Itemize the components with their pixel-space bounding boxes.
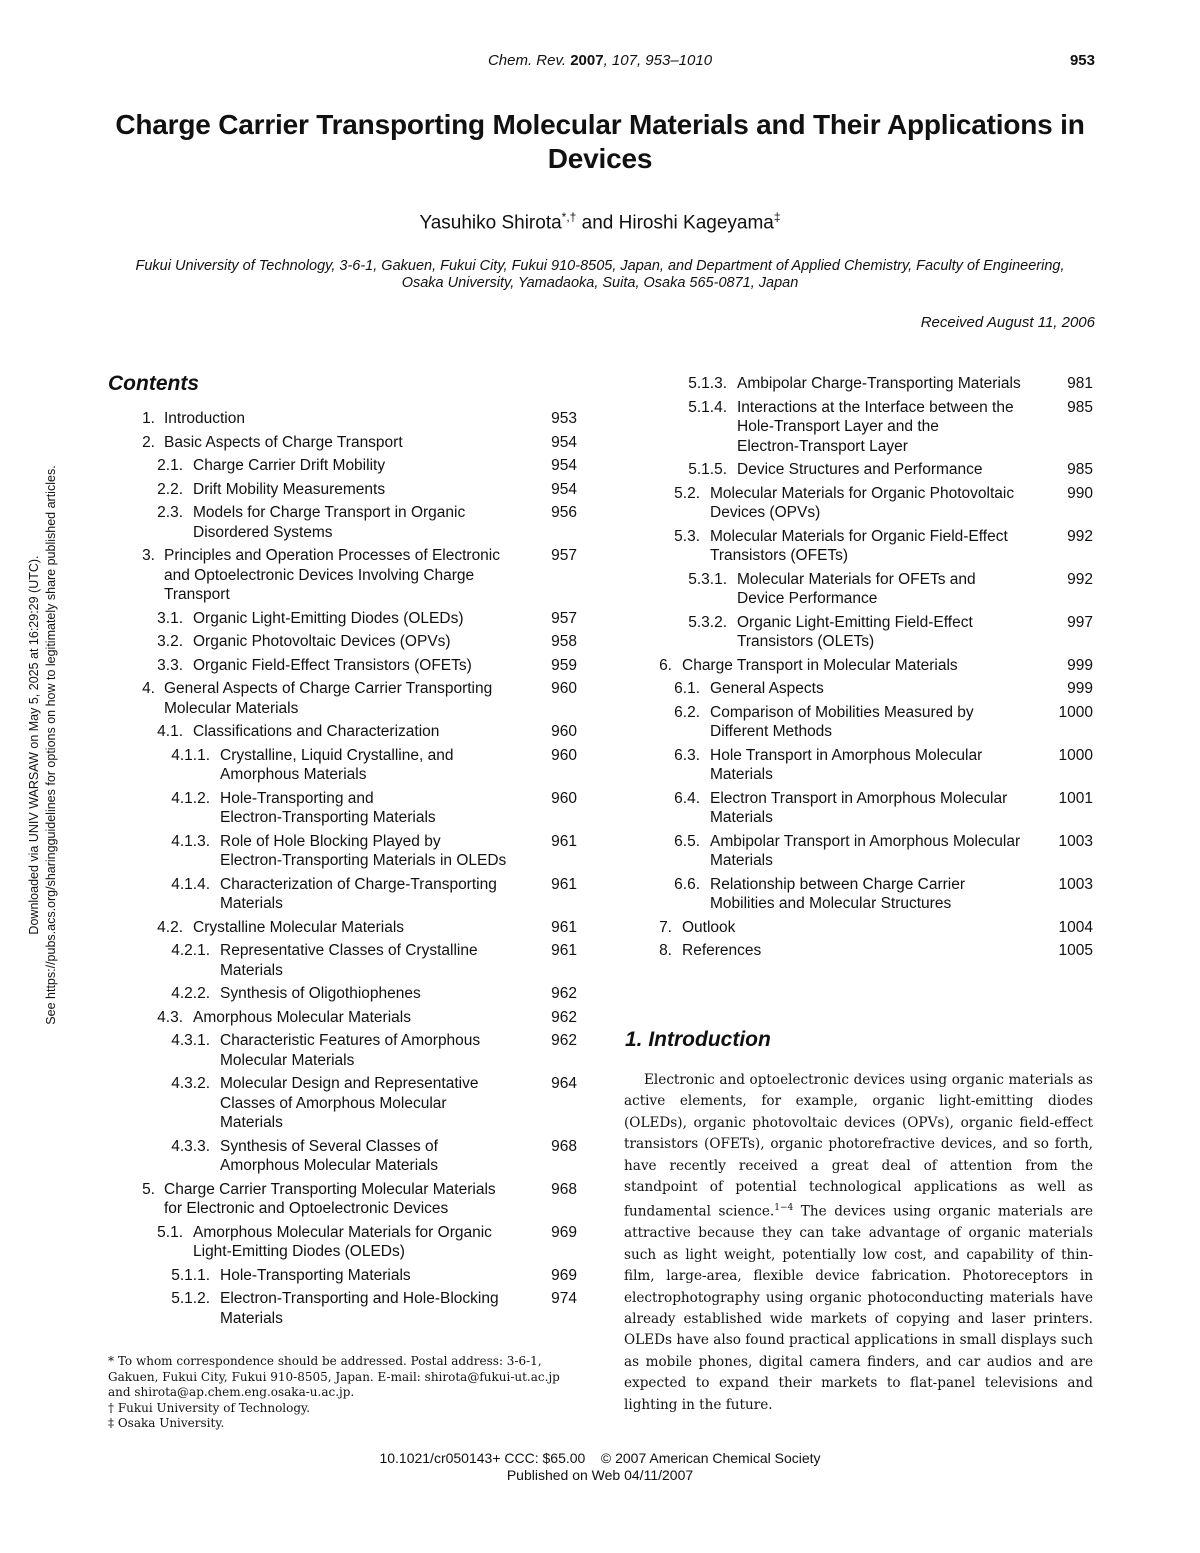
toc-entry-title-line: Materials bbox=[220, 1309, 283, 1327]
toc-entry-title-line: Materials bbox=[220, 895, 283, 912]
toc-entry-title-line: Characteristic Features of Amorphous bbox=[220, 1032, 481, 1049]
toc-entry-title-line: Amorphous Materials bbox=[220, 766, 367, 783]
toc-entry-title-line: References bbox=[682, 942, 762, 959]
toc-entry-title-line: Hole-Transporting and bbox=[220, 789, 374, 807]
toc-entry-title bbox=[193, 503, 465, 542]
toc-entry-page: 985 bbox=[1067, 461, 1093, 478]
download-notice bbox=[26, 350, 60, 1140]
toc-entry-title-line: Models for Charge Transport in Organic bbox=[193, 504, 466, 521]
author-1-marks: *,† bbox=[561, 210, 577, 224]
toc-entry-title bbox=[737, 613, 973, 652]
toc-entry-number: 4.3.2. bbox=[171, 1075, 210, 1092]
toc-entry-number: 4.1. bbox=[157, 723, 183, 740]
toc-entry-title-line: Materials bbox=[710, 809, 773, 826]
toc-entry-number: 5.2. bbox=[674, 484, 700, 502]
footnotes bbox=[108, 1354, 578, 1432]
toc-entry-number: 4.3. bbox=[157, 1008, 183, 1026]
toc-entry-title-line: Hole-Transport Layer and the bbox=[737, 418, 939, 435]
toc-entry-number: 7. bbox=[659, 918, 672, 936]
toc-entry-title bbox=[193, 722, 439, 742]
toc-entry-title bbox=[220, 875, 497, 914]
footnote-dagger bbox=[108, 1401, 578, 1417]
toc-entry-title-line: General Aspects bbox=[710, 680, 824, 697]
toc-entry-page: 1003 bbox=[1058, 875, 1093, 893]
toc-entry-number: 4.3.1. bbox=[171, 1032, 210, 1049]
toc-entry-page: 960 bbox=[551, 723, 577, 740]
toc-entry-title-line: Synthesis of Oligothiophenes bbox=[220, 985, 421, 1002]
download-notice-line-1: Downloaded via UNIV WARSAW on May 5, 2025 at 16:29:29 (UTC). bbox=[27, 555, 41, 935]
toc-entry-title bbox=[220, 941, 478, 980]
toc-entry-page: 960 bbox=[551, 789, 577, 807]
introduction-heading: 1. Introduction bbox=[625, 1028, 771, 1051]
toc-entry-title-line: Basic Aspects of Charge Transport bbox=[164, 433, 403, 451]
toc-entry-title bbox=[220, 1137, 438, 1176]
toc-entry-title bbox=[710, 875, 965, 914]
toc-entry-title-line: Electron Transport in Amorphous Molecular bbox=[710, 789, 1008, 807]
toc-entry-page: 974 bbox=[551, 1290, 577, 1307]
toc-entry-page: 957 bbox=[551, 609, 577, 627]
toc-entry-page: 1005 bbox=[1058, 942, 1093, 959]
toc-entry-page: 999 bbox=[1067, 680, 1093, 697]
journal-abbrev: Chem. Rev. bbox=[487, 52, 567, 69]
toc-entry-page: 961 bbox=[551, 918, 577, 936]
page-number: 953 bbox=[1069, 52, 1095, 69]
affiliation-line-1: Fukui University of Technology, 3-6-1, Gakuen, Fukui City, Fukui 910-8505, Japan, and Department of Applied Chemistry, Faculty of Engineering, bbox=[135, 258, 1065, 274]
toc-entry-title bbox=[737, 460, 983, 480]
toc-entry-page: 953 bbox=[551, 410, 577, 427]
footnote-ddagger-text: Osaka University. bbox=[117, 1416, 225, 1430]
toc-entry-title bbox=[737, 398, 1014, 457]
toc-entry-title-line: Molecular Materials for Organic Field-Effect bbox=[710, 527, 1008, 545]
toc-entry-page: 960 bbox=[551, 746, 577, 764]
toc-entry-page: 954 bbox=[551, 433, 577, 451]
toc-entry-title bbox=[164, 1180, 496, 1219]
toc-entry-title-line: Organic Light-Emitting Diodes (OLEDs) bbox=[193, 609, 464, 627]
toc-entry-title-line: Molecular Materials bbox=[164, 699, 299, 717]
authors bbox=[0, 210, 1200, 234]
toc-entry-title bbox=[682, 918, 735, 938]
toc-entry-number: 4.1.3. bbox=[171, 832, 210, 850]
toc-entry-page: 1003 bbox=[1058, 832, 1093, 850]
toc-entry-title bbox=[710, 746, 982, 785]
toc-entry-title-line: Charge Transport in Molecular Materials bbox=[682, 656, 958, 674]
toc-entry-title-line: Charge Carrier Transporting Molecular Materials bbox=[164, 1180, 496, 1198]
toc-entry-page: 969 bbox=[551, 1266, 577, 1284]
toc-entry-number: 4. bbox=[142, 680, 155, 697]
toc-entry-page: 962 bbox=[551, 1032, 577, 1049]
toc-entry-page: 961 bbox=[551, 875, 577, 893]
author-separator: and bbox=[576, 212, 619, 234]
toc-entry-page: 992 bbox=[1067, 527, 1093, 545]
author-2: Hiroshi Kageyama bbox=[618, 212, 774, 234]
toc-entry-title-line: Organic Field-Effect Transistors (OFETs) bbox=[193, 656, 472, 674]
toc-entry-title-line: Materials bbox=[710, 766, 773, 783]
footnote-dagger-mark: † bbox=[108, 1400, 114, 1415]
toc-entry-title-line: Ambipolar Charge-Transporting Materials bbox=[737, 375, 1021, 392]
toc-entry-title-line: Electron-Transport Layer bbox=[737, 437, 908, 455]
toc-entry-title bbox=[193, 918, 404, 938]
toc-entry-page: 997 bbox=[1067, 613, 1093, 631]
toc-entry-title-line: Molecular Materials for Organic Photovoltaic bbox=[710, 484, 1015, 502]
journal-year: 2007 bbox=[570, 52, 604, 69]
toc-entry-title-line: for Electronic and Optoelectronic Devices bbox=[164, 1200, 449, 1217]
toc-entry-number: 3.1. bbox=[157, 609, 183, 627]
toc-entry-title-line: Introduction bbox=[164, 410, 245, 427]
toc-entry-title-line: Organic Photovoltaic Devices (OPVs) bbox=[193, 633, 451, 650]
toc-entry-page: 961 bbox=[551, 942, 577, 959]
toc-entry-title bbox=[710, 527, 1008, 566]
toc-entry-title-line: Charge Carrier Drift Mobility bbox=[193, 457, 386, 474]
toc-entry-title bbox=[220, 789, 436, 828]
toc-entry-number: 4.1.4. bbox=[171, 875, 210, 893]
toc-entry-page: 1001 bbox=[1058, 789, 1093, 807]
title-line-1: Charge Carrier Transporting Molecular Materials and Their Applications in bbox=[115, 109, 1085, 140]
toc-entry-number: 2.2. bbox=[157, 480, 183, 498]
toc-entry-title bbox=[193, 1008, 411, 1028]
toc-entry-title-line: Molecular Materials for OFETs and bbox=[737, 570, 976, 588]
toc-entry-title bbox=[682, 941, 761, 961]
journal-volume: 107 bbox=[611, 52, 637, 69]
contents-heading: Contents bbox=[108, 372, 199, 395]
toc-entry-title bbox=[164, 433, 403, 453]
toc-entry-title-line: Interactions at the Interface between the bbox=[737, 398, 1014, 416]
introduction-paragraph bbox=[624, 1070, 1093, 1416]
toc-entry-number: 8. bbox=[659, 942, 672, 959]
footnote-ddagger-mark: ‡ bbox=[108, 1416, 114, 1430]
toc-entry-page: 959 bbox=[551, 656, 577, 674]
author-1: Yasuhiko Shirota bbox=[419, 212, 562, 234]
affiliation bbox=[110, 258, 1090, 292]
toc-entry-title bbox=[220, 832, 506, 871]
toc-entry-number: 4.2.1. bbox=[171, 942, 210, 959]
toc-entry-number: 5.1.2. bbox=[171, 1290, 210, 1307]
introduction-ref: 1−4 bbox=[774, 1203, 794, 1214]
toc-entry-number: 6. bbox=[659, 656, 672, 674]
received-date: Received August 11, 2006 bbox=[920, 314, 1095, 331]
toc-entry-title-line: Outlook bbox=[682, 918, 736, 936]
toc-entry-page: 954 bbox=[551, 480, 577, 498]
toc-entry-title-line: Ambipolar Transport in Amorphous Molecular bbox=[710, 832, 1021, 850]
toc-entry-title bbox=[193, 480, 385, 500]
toc-entry-number: 6.5. bbox=[674, 832, 700, 850]
toc-entry-title-line: Crystalline, Liquid Crystalline, and bbox=[220, 746, 454, 764]
toc-entry-title-line: Hole Transport in Amorphous Molecular bbox=[710, 746, 983, 764]
toc-entry-number: 4.3.3. bbox=[171, 1137, 210, 1155]
toc-entry-title bbox=[193, 632, 451, 652]
toc-entry-title-line: Hole-Transporting Materials bbox=[220, 1266, 411, 1284]
toc-entry-number: 2.3. bbox=[157, 504, 183, 521]
toc-entry-title bbox=[220, 1266, 411, 1286]
toc-entry-page: 960 bbox=[551, 680, 577, 697]
toc-entry-title bbox=[220, 1031, 480, 1070]
toc-entry-title bbox=[164, 409, 245, 429]
toc-entry-number: 5.1.4. bbox=[688, 398, 727, 416]
toc-entry-title-line: Synthesis of Several Classes of bbox=[220, 1137, 438, 1155]
toc-entry-title-line: Materials bbox=[220, 1114, 283, 1131]
toc-entry-number: 6.6. bbox=[674, 875, 700, 893]
footnote-dagger-text: Fukui University of Technology. bbox=[117, 1400, 311, 1415]
article-title bbox=[110, 108, 1090, 176]
toc-entry-number: 1. bbox=[142, 410, 155, 427]
toc-entry-number: 2.1. bbox=[157, 457, 183, 474]
toc-entry-title-line: Drift Mobility Measurements bbox=[193, 480, 386, 498]
toc-entry-title-line: Classes of Amorphous Molecular bbox=[220, 1094, 447, 1112]
toc-entry-title bbox=[193, 1223, 492, 1262]
footer-published: Published on Web 04/11/2007 bbox=[506, 1467, 694, 1483]
footnote-corr-line-3: and shirota@ap.chem.eng.osaka-u.ac.jp. bbox=[108, 1385, 355, 1399]
toc-entry-title-line: Relationship between Charge Carrier bbox=[710, 875, 966, 893]
toc-entry-title bbox=[193, 609, 464, 629]
toc-entry-page: 968 bbox=[551, 1180, 577, 1198]
footnote-correspondence bbox=[108, 1354, 578, 1401]
toc-entry-title bbox=[737, 570, 976, 609]
toc-entry-number: 6.1. bbox=[674, 680, 700, 697]
toc-entry-page: 954 bbox=[551, 457, 577, 474]
toc-entry-title-line: Electron-Transporting Materials in OLEDs bbox=[220, 852, 507, 869]
toc-entry-page: 992 bbox=[1067, 570, 1093, 588]
toc-entry-page: 958 bbox=[551, 633, 577, 650]
toc-entry-page: 956 bbox=[551, 504, 577, 521]
toc-entry-title-line: Amorphous Molecular Materials for Organic bbox=[193, 1223, 492, 1241]
toc-entry-title bbox=[220, 1289, 499, 1328]
toc-entry-title-line: Amorphous Molecular Materials bbox=[193, 1008, 411, 1026]
footer-doi: 10.1021/cr050143+ CCC: $65.00 © 2007 American Chemical Society bbox=[379, 1450, 821, 1466]
toc-entry-title-line: Representative Classes of Crystalline bbox=[220, 942, 478, 959]
toc-entry-title-line: Device Structures and Performance bbox=[737, 461, 983, 478]
toc-entry-number: 5.3.2. bbox=[688, 613, 727, 631]
toc-entry-title-line: Different Methods bbox=[710, 723, 833, 740]
toc-entry-title-line: Light-Emitting Diodes (OLEDs) bbox=[193, 1243, 405, 1260]
footnote-corr-line-2: Gakuen, Fukui City, Fukui 910-8505, Japan. E-mail: shirota@fukui-ut.ac.jp bbox=[108, 1369, 560, 1384]
toc-entry-title-line: Role of Hole Blocking Played by bbox=[220, 832, 441, 850]
toc-entry-number: 3.3. bbox=[157, 656, 183, 674]
toc-entry-title-line: Devices (OPVs) bbox=[710, 504, 821, 521]
toc-entry-title-line: Electron-Transporting and Hole-Blocking bbox=[220, 1290, 499, 1307]
toc-entry-title-line: and Optoelectronic Devices Involving Charge bbox=[164, 566, 475, 584]
toc-entry-title-line: Disordered Systems bbox=[193, 523, 333, 541]
toc-entry-number: 5.3.1. bbox=[688, 570, 727, 588]
toc-entry-page: 990 bbox=[1067, 484, 1093, 502]
toc-entry-number: 5.1. bbox=[157, 1223, 183, 1241]
toc-entry-number: 4.1.1. bbox=[171, 746, 210, 764]
toc-entry-number: 6.3. bbox=[674, 746, 700, 764]
toc-entry-title-line: Characterization of Charge-Transporting bbox=[220, 875, 497, 893]
toc-entry-title-line: Materials bbox=[710, 852, 773, 869]
author-2-marks: ‡ bbox=[773, 210, 781, 224]
toc-entry-page: 957 bbox=[551, 547, 577, 564]
toc-entry-title bbox=[193, 656, 472, 676]
toc-entry-page: 961 bbox=[551, 832, 577, 850]
toc-entry-title bbox=[164, 679, 492, 718]
toc-entry-title-line: Transistors (OFETs) bbox=[710, 547, 849, 564]
toc-entry-number: 5.1.5. bbox=[688, 461, 727, 478]
toc-entry-title bbox=[164, 546, 500, 605]
toc-entry-title-line: Comparison of Mobilities Measured by bbox=[710, 703, 974, 721]
toc-entry-page: 962 bbox=[551, 1008, 577, 1026]
toc-entry-title-line: Device Performance bbox=[737, 590, 878, 607]
toc-entry-title bbox=[682, 656, 958, 676]
toc-entry-number: 4.1.2. bbox=[171, 789, 210, 807]
toc-entry-title-line: Transport bbox=[164, 586, 230, 603]
introduction-text-2: The devices using organic materials are attractive because they can take advantage of organic materials such as light weight, potentially low cost, and capability of thin-film, large-area, flexible device fabrication. Photoreceptors in electrophotography using organic photoconducting materials have already established wide markets of copying and laser printers. OLEDs have also found practical applications in small displays such as mobile phones, digital camera finders, and car audios and are expected to expand their markets to flat-panel televisions and lighting in the future. bbox=[624, 1203, 1093, 1413]
toc-entry-title bbox=[710, 484, 1014, 523]
journal-citation: Chem. Rev. 2007, 107, 953–1010 bbox=[487, 52, 713, 69]
toc-entry-number: 4.2. bbox=[157, 918, 183, 936]
toc-entry-title bbox=[220, 1074, 478, 1133]
toc-entry-title-line: Amorphous Molecular Materials bbox=[220, 1157, 438, 1174]
toc-entry-title bbox=[193, 456, 385, 476]
toc-entry-page: 969 bbox=[551, 1223, 577, 1241]
toc-entry-title bbox=[220, 984, 421, 1004]
journal-pages: 953–1010 bbox=[645, 52, 713, 69]
toc-entry-number: 3.2. bbox=[157, 633, 183, 650]
toc-entry-number: 5.1.1. bbox=[171, 1266, 210, 1284]
download-notice-line-2: See https://pubs.acs.org/sharingguidelines for options on how to legitimately share published articles. bbox=[44, 465, 58, 1025]
toc-entry-page: 964 bbox=[551, 1075, 577, 1092]
toc-entry-title-line: Principles and Operation Processes of Electronic bbox=[164, 547, 500, 564]
toc-entry-title-line: General Aspects of Charge Carrier Transporting bbox=[164, 680, 493, 697]
footnote-corr-line-1: To whom correspondence should be addressed. Postal address: 3-6-1, bbox=[117, 1354, 542, 1368]
toc-entry-title-line: Crystalline Molecular Materials bbox=[193, 918, 405, 936]
footnote-corr-mark: * bbox=[108, 1354, 114, 1368]
toc-entry-title bbox=[710, 703, 974, 742]
toc-entry-title-line: Materials bbox=[220, 961, 283, 979]
toc-entry-title-line: Molecular Materials bbox=[220, 1051, 355, 1069]
toc-entry-number: 6.2. bbox=[674, 703, 700, 721]
toc-entry-title bbox=[737, 374, 1021, 394]
toc-entry-number: 5.1.3. bbox=[688, 375, 727, 392]
toc-entry-title-line: Transistors (OLETs) bbox=[737, 633, 875, 650]
toc-entry-page: 1000 bbox=[1058, 746, 1093, 764]
toc-entry-page: 1000 bbox=[1058, 703, 1093, 721]
toc-entry-title-line: Classifications and Characterization bbox=[193, 723, 440, 740]
toc-entry-title-line: Electron-Transporting Materials bbox=[220, 809, 436, 826]
toc-entry-title bbox=[710, 679, 824, 699]
toc-entry-number: 4.2.2. bbox=[171, 985, 210, 1002]
toc-entry-page: 981 bbox=[1067, 375, 1093, 392]
title-line-2: Devices bbox=[547, 143, 653, 174]
toc-entry-page: 962 bbox=[551, 985, 577, 1002]
toc-entry-title-line: Mobilities and Molecular Structures bbox=[710, 895, 952, 912]
toc-entry-page: 968 bbox=[551, 1137, 577, 1155]
introduction-text-1: Electronic and optoelectronic devices using organic materials as active elements, for example, organic light-emitting diodes (OLEDs), organic photovoltaic devices (OPVs), organic field-effect transistors (OFETs), organic photorefractive devices, and so forth, have recently received a great deal of attention from the standpoint of potential technological applications as well as fundamental science. bbox=[624, 1072, 1093, 1220]
toc-entry-page: 1004 bbox=[1058, 918, 1093, 936]
toc-entry-title bbox=[220, 746, 453, 785]
toc-entry-page: 999 bbox=[1067, 656, 1093, 674]
footnote-double-dagger bbox=[108, 1416, 578, 1432]
toc-entry-number: 6.4. bbox=[674, 789, 700, 807]
toc-entry-title bbox=[710, 789, 1007, 828]
affiliation-line-2: Osaka University, Yamadaoka, Suita, Osaka 565-0871, Japan bbox=[401, 275, 799, 291]
toc-entry-title-line: Organic Light-Emitting Field-Effect bbox=[737, 613, 973, 631]
toc-entry-number: 2. bbox=[142, 433, 155, 451]
toc-entry-title-line: Molecular Design and Representative bbox=[220, 1075, 479, 1092]
toc-entry-number: 5. bbox=[142, 1180, 155, 1198]
toc-entry-number: 5.3. bbox=[674, 527, 700, 545]
toc-entry-page: 985 bbox=[1067, 398, 1093, 416]
toc-entry-title bbox=[710, 832, 1020, 871]
toc-entry-number: 3. bbox=[142, 547, 155, 564]
